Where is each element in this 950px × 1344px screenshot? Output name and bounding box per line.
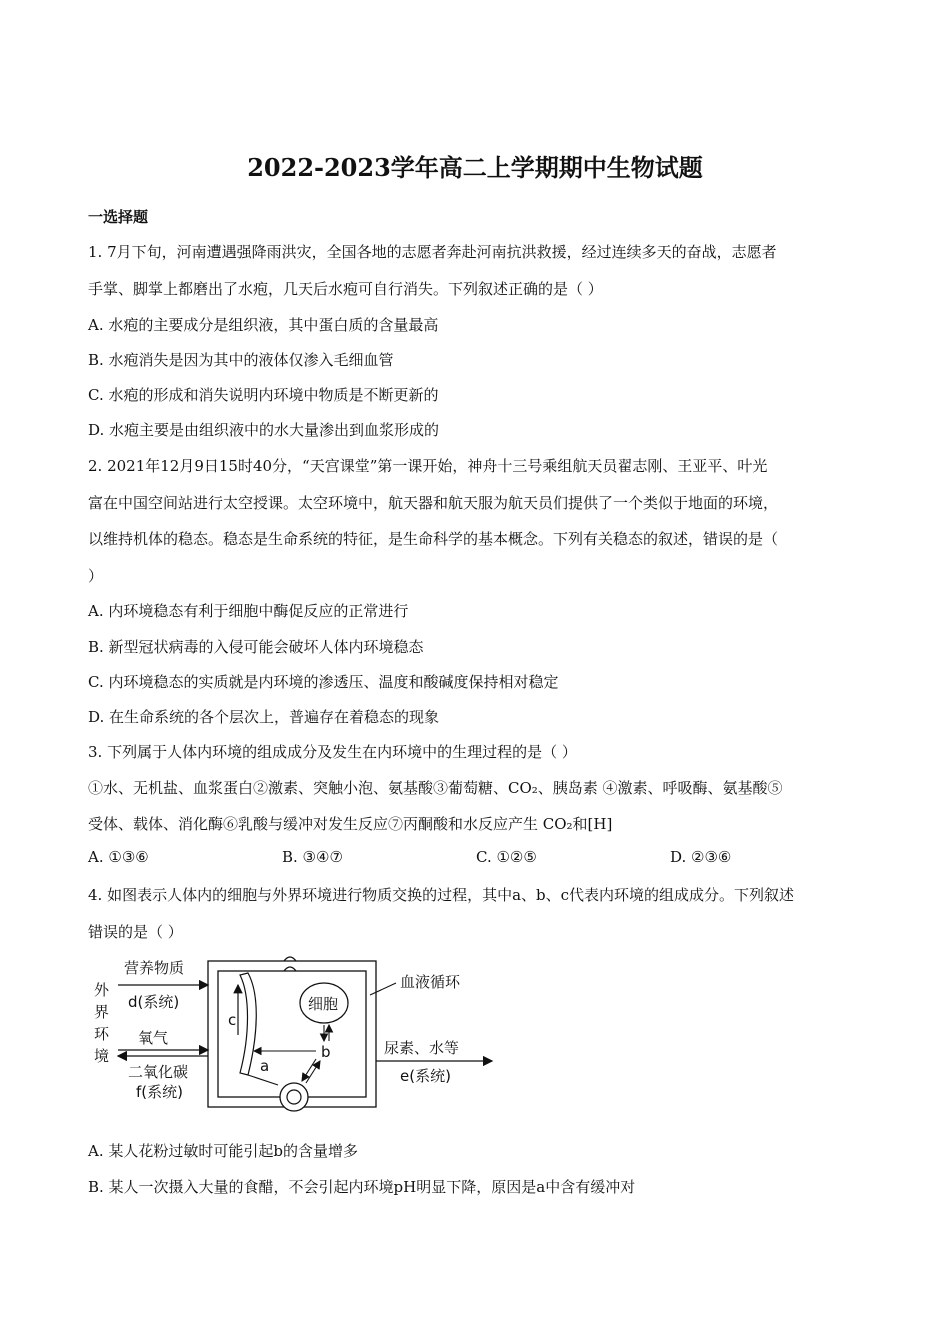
label-a: a xyxy=(260,1057,270,1075)
label-cell: 细胞 xyxy=(308,995,339,1013)
section-heading: 一选择题 xyxy=(88,208,149,226)
q3-option-d: D. ②③⑥ xyxy=(670,848,732,866)
q1-option-d: D. 水疱主要是由组织液中的水大量渗出到血浆形成的 xyxy=(88,421,440,439)
label-nutrients: 营养物质 xyxy=(124,959,185,977)
label-blood-circulation: 血液循环 xyxy=(400,973,461,991)
q2-stem-line2: 富在中国空间站进行太空授课。太空环境中，航天器和航天服为航天员们提供了一个类似于地面的环境， xyxy=(88,494,779,512)
q4-option-b: B. 某人一次摄入大量的食醋，不会引起内环境pH明显下降，原因是a中含有缓冲对 xyxy=(88,1178,636,1196)
q1-option-a: A. 水疱的主要成分是组织液，其中蛋白质的含量最高 xyxy=(88,316,439,334)
label-system-e: e(系统) xyxy=(400,1067,451,1085)
page-title: 2022-2023学年高二上学期期中生物试题 xyxy=(247,153,703,182)
q3-option-c: C. ①②⑤ xyxy=(476,848,537,866)
label-oxygen: 氧气 xyxy=(138,1029,169,1047)
capillary-bottom-outer xyxy=(280,1083,308,1111)
q2-stem-line4: ） xyxy=(88,567,104,585)
q2-option-b: B. 新型冠状病毒的入侵可能会破坏人体内环境稳态 xyxy=(88,638,424,656)
q4-option-a: A. 某人花粉过敏时可能引起b的含量增多 xyxy=(88,1142,358,1160)
q1-stem-line1: 1. 7月下旬，河南遭遇强降雨洪灾，全国各地的志愿者奔赴河南抗洪救援，经过连续多天的奋战，志愿者 xyxy=(88,243,777,261)
circulation-inner-box xyxy=(218,971,366,1097)
label-outside-4: 境 xyxy=(94,1047,110,1065)
q3-stem-line3: 受体、载体、消化酶⑥乳酸与缓冲对发生反应⑦丙酮酸和水反应产生 CO₂和[H] xyxy=(88,815,613,833)
material-exchange-diagram xyxy=(88,955,508,1115)
label-c: c xyxy=(228,1011,237,1029)
q3-stem-line2: ①水、无机盐、血浆蛋白②激素、突触小泡、氨基酸③葡萄糖、CO₂、胰岛素 ④激素、呼吸酶、氨基酸⑤ xyxy=(88,779,783,797)
label-system-d: d(系统) xyxy=(128,993,180,1011)
label-co2: 二氧化碳 xyxy=(128,1063,189,1081)
lymph-vessel xyxy=(240,973,256,1075)
q1-stem-line2: 手掌、脚掌上都磨出了水疱，几天后水疱可自行消失。下列叙述正确的是（ ） xyxy=(88,280,603,298)
label-b: b xyxy=(321,1043,331,1061)
q2-option-d: D. 在生命系统的各个层次上，普遍存在着稳态的现象 xyxy=(88,708,440,726)
q2-stem-line3: 以维持机体的稳态。稳态是生命系统的特征，是生命科学的基本概念。下列有关稳态的叙述，错误的是（ xyxy=(88,530,779,548)
label-outside-1: 外 xyxy=(94,981,110,999)
label-system-f: f(系统) xyxy=(136,1083,183,1101)
label-outside-3: 环 xyxy=(94,1025,110,1043)
q3-option-b: B. ③④⑦ xyxy=(282,848,343,866)
q4-stem-line1: 4. 如图表示人体内的细胞与外界环境进行物质交换的过程，其中a、b、c代表内环境的组成成分。下列叙述 xyxy=(88,886,795,904)
q4-stem-line2: 错误的是（ ） xyxy=(88,923,183,941)
q2-option-a: A. 内环境稳态有利于细胞中酶促反应的正常进行 xyxy=(88,602,409,620)
label-urea-water: 尿素、水等 xyxy=(384,1039,460,1057)
q1-option-b: B. 水疱消失是因为其中的液体仅渗入毛细血管 xyxy=(88,351,394,369)
q3-option-a: A. ①③⑥ xyxy=(88,848,149,866)
pointer-blood-circulation xyxy=(370,983,396,995)
capillary-top xyxy=(284,957,296,971)
label-outside-2: 界 xyxy=(94,1003,110,1021)
q2-option-c: C. 内环境稳态的实质就是内环境的渗透压、温度和酸碱度保持相对稳定 xyxy=(88,673,559,691)
line-a xyxy=(248,1075,278,1085)
q1-option-c: C. 水疱的形成和消失说明内环境中物质是不断更新的 xyxy=(88,386,439,404)
q2-stem-line1: 2. 2021年12月9日15时40分，“天宫课堂”第一课开始，神舟十三号乘组航天员翟志刚、王亚平、叶光 xyxy=(88,457,768,475)
q3-stem-line1: 3. 下列属于人体内环境的组成成分及发生在内环境中的生理过程的是（ ） xyxy=(88,743,577,761)
